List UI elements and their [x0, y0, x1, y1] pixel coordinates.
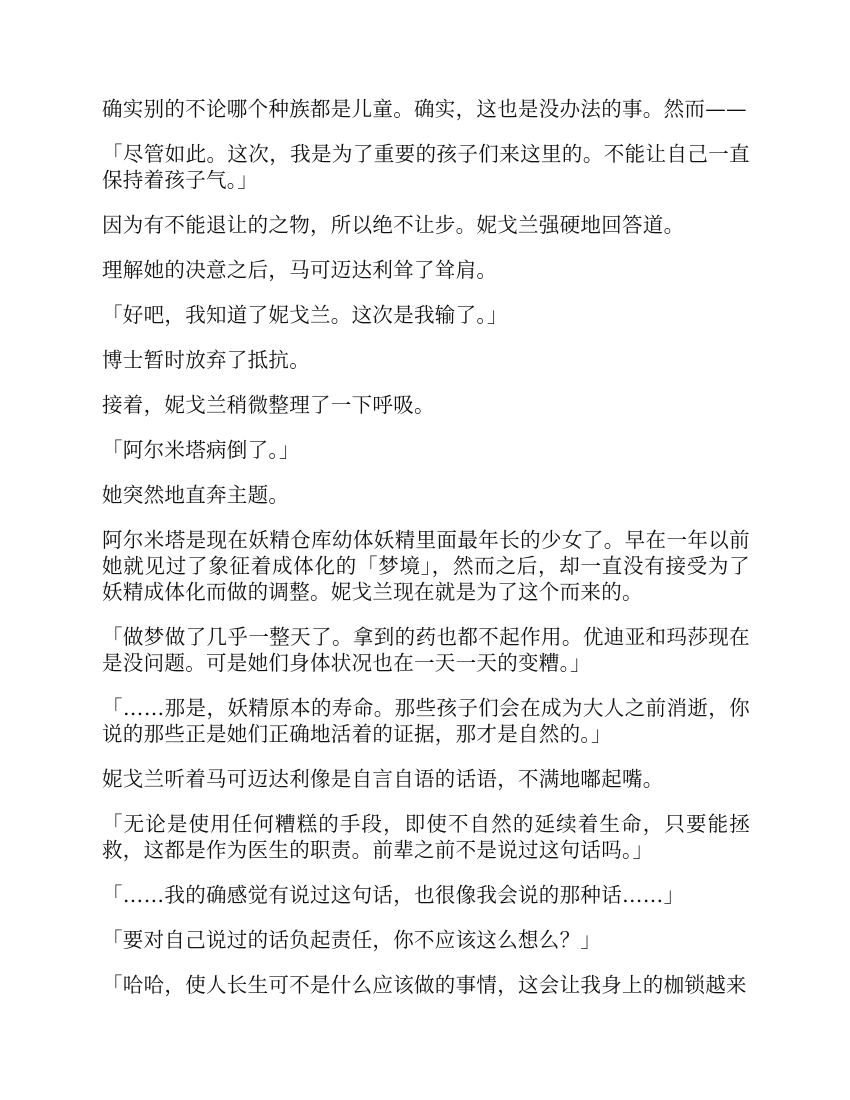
paragraph-narration: 接着，妮戈兰稍微整理了一下呼吸。 [102, 393, 435, 417]
paragraph-dialogue: 「……那是，妖精原本的寿命。那些孩子们会在成为大人之前消逝，你说的那些正是她们正确地活着的证据，那才是自然的。」 [102, 696, 750, 746]
paragraph-narration: 因为有不能退让的之物，所以绝不让步。妮戈兰强硬地回答道。 [102, 213, 685, 237]
paragraph-dialogue: 「无论是使用任何糟糕的手段，即使不自然的延续着生命，只要能拯救，这都是作为医生的职责。前辈之前不是说过这句话吗。」 [102, 812, 750, 862]
paragraph-dialogue: 「尽管如此。这次，我是为了重要的孩子们来这里的。不能让自己一直保持着孩子气。」 [102, 142, 750, 192]
paragraph-narration: 妮戈兰听着马可迈达利像是自言自语的话语，不满地嘟起嘴。 [102, 767, 664, 791]
paragraph-dialogue: 「哈哈，使人长生可不是什么应该做的事情，这会让我身上的枷锁越来 [102, 973, 747, 997]
paragraph-dialogue: 「要对自己说过的话负起责任，你不应该这么想么？」 [102, 928, 602, 952]
paragraph-dialogue: 「……我的确感觉有说过这句话，也很像我会说的那种话……」 [102, 883, 685, 907]
paragraph-narration: 阿尔米塔是现在妖精仓库幼体妖精里面最年长的少女了。早在一年以前她就见过了象征着成体化的「梦境」，然而之后，却一直没有接受为了妖精成体化而做的调整。妮戈兰现在就是为了这个而来的。 [102, 528, 750, 604]
paragraph-narration: 她突然地直奔主题。 [102, 483, 290, 507]
paragraph-narration: 理解她的决意之后，马可迈达利耸了耸肩。 [102, 258, 498, 282]
paragraph-narration: 确实别的不论哪个种族都是儿童。确实，这也是没办法的事。然而—— [102, 97, 747, 121]
paragraph-dialogue: 「阿尔米塔病倒了。」 [102, 438, 300, 462]
paragraph-dialogue: 「做梦做了几乎一整天了。拿到的药也都不起作用。优迪亚和玛莎现在是没问题。可是她们身体状况也在一天一天的变糟。」 [102, 625, 750, 675]
document-page [102, 96, 750, 1017]
paragraph-narration: 博士暂时放弃了抵抗。 [102, 348, 310, 372]
paragraph-dialogue: 「好吧，我知道了妮戈兰。这次是我输了。」 [102, 303, 508, 327]
